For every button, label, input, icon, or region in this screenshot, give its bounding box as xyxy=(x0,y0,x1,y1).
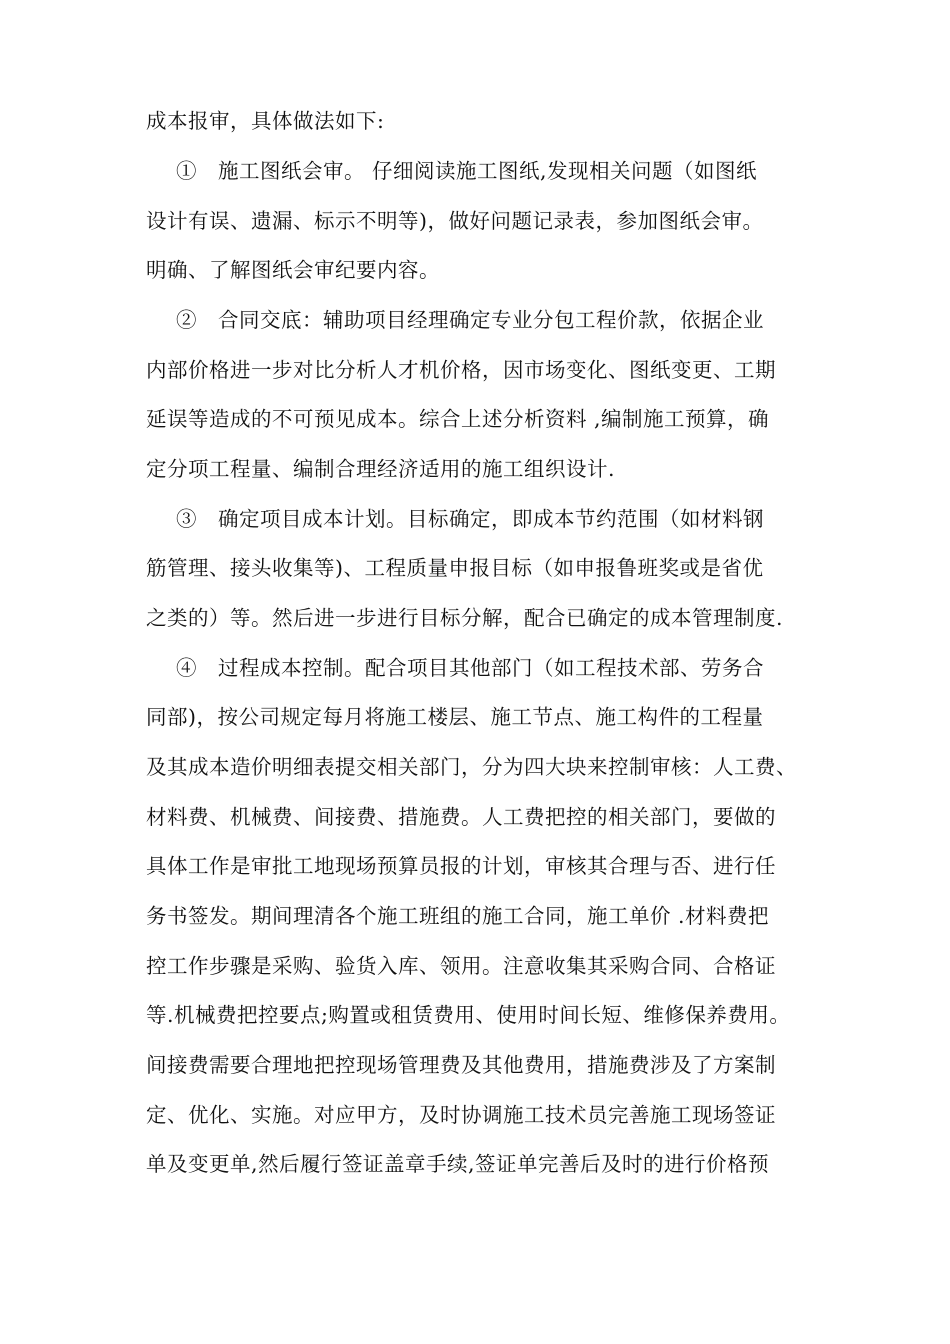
text-line: 单及变更单,然后履行签证盖章手续,签证单完善后及时的进行价格预 xyxy=(146,1152,770,1176)
text-line: 之类的）等。然后进一步进行目标分解，配合已确定的成本管理制度. xyxy=(146,606,784,630)
text-line: ① 施工图纸会审。 仔细阅读施工图纸,发现相关问题（如图纸 xyxy=(176,159,758,183)
text-line: 内部价格进一步对比分析人才机价格，因市场变化、图纸变更、工期 xyxy=(146,358,776,382)
text-line: 等.机械费把控要点;购置或租赁费用、使用时间长短、维修保养费用。 xyxy=(146,1003,791,1027)
text-line: 材料费、机械费、间接费、措施费。人工费把控的相关部门，要做的 xyxy=(146,805,776,829)
text-line: 间接费需要合理地把控现场管理费及其他费用，措施费涉及了方案制 xyxy=(146,1053,776,1077)
text-line: 明确、了解图纸会审纪要内容。 xyxy=(146,258,440,282)
text-line: ② 合同交底：辅助项目经理确定专业分包工程价款，依据企业 xyxy=(176,308,764,332)
text-line: 务书签发。期间理清各个施工班组的施工合同，施工单价 .材料费把 xyxy=(146,904,770,928)
text-line: 及其成本造价明细表提交相关部门，分为四大块来控制审核：人工费、 xyxy=(146,755,797,779)
text-line: 设计有误、遗漏、标示不明等)，做好问题记录表，参加图纸会审。 xyxy=(146,209,764,233)
text-line: 定、优化、实施。对应甲方，及时协调施工技术员完善施工现场签证 xyxy=(146,1103,776,1127)
text-line: ③ 确定项目成本计划。目标确定，即成本节约范围（如材料钢 xyxy=(176,507,764,531)
text-line: 筋管理、接头收集等)、工程质量申报目标（如申报鲁班奖或是省优 xyxy=(146,556,764,580)
text-line: ④ 过程成本控制。配合项目其他部门（如工程技术部、劳务合 xyxy=(176,656,764,680)
text-line: 定分项工程量、编制合理经济适用的施工组织设计. xyxy=(146,457,616,481)
text-line: 成本报审，具体做法如下: xyxy=(146,109,385,133)
text-line: 同部)，按公司规定每月将施工楼层、施工节点、施工构件的工程量 xyxy=(146,705,764,729)
text-line: 控工作步骤是采购、验货入库、领用。注意收集其采购合同、合格证 xyxy=(146,954,776,978)
text-line: 延误等造成的不可预见成本。综合上述分析资料 ,编制施工预算，确 xyxy=(146,407,770,431)
text-line: 具体工作是审批工地现场预算员报的计划，审核其合理与否、进行任 xyxy=(146,854,776,878)
